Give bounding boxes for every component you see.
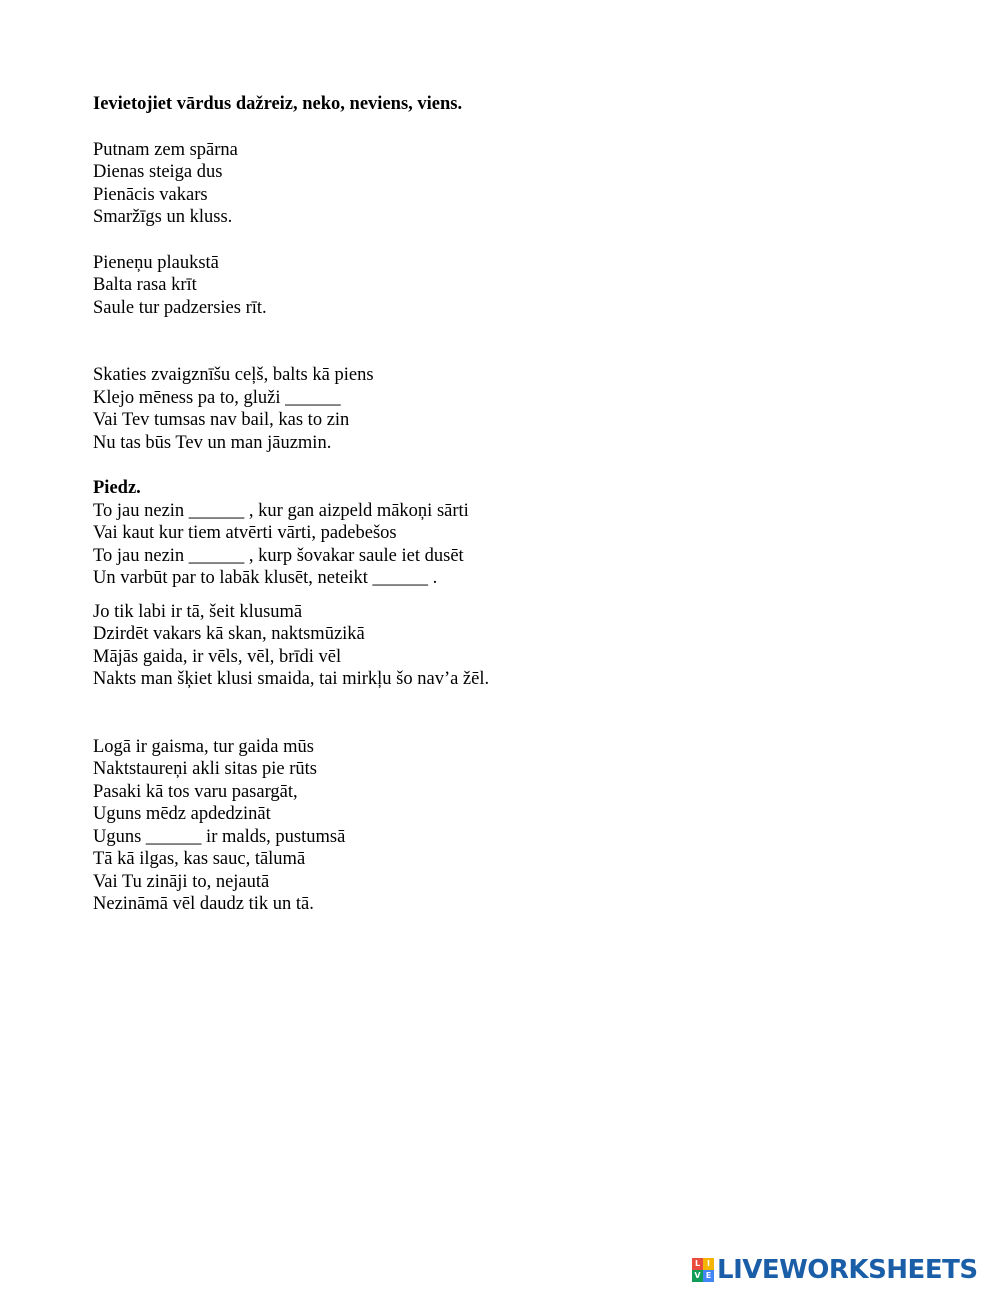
verse-line: Dienas steiga dus (93, 162, 223, 182)
logo-letter-l: L (692, 1258, 703, 1270)
verse-5 (93, 736, 923, 916)
verse-line: Vai Tev tumsas nav bail, kas to zin (93, 410, 350, 430)
verse-1 (93, 139, 923, 229)
logo-letter-v: V (692, 1270, 703, 1282)
verse-line: Putnam zem spārna (93, 139, 238, 160)
verse-line: Uguns mēdz apdedzināt (93, 804, 271, 824)
verse-line: Vai Tu zināji to, nejautā (93, 871, 270, 892)
chorus (93, 477, 923, 590)
chorus-line-with-blank[interactable]: Un varbūt par to labāk klusēt, neteikt ______ . (93, 568, 438, 588)
verse-line: Nu tas būs Tev un man jāuzmin. (93, 432, 332, 453)
verse-line: Tā kā ilgas, kas sauc, tālumā (93, 849, 306, 869)
liveworksheets-logo (692, 1255, 978, 1285)
verse-line: Balta rasa krīt (93, 275, 197, 295)
verse-line-with-blank[interactable]: Uguns ______ ir malds, pustumsā (93, 826, 346, 847)
verse-line: Dzirdēt vakars kā skan, naktsmūzikā (93, 624, 365, 644)
verse-line: Naktstaureņi akli sitas pie rūts (93, 759, 318, 779)
verse-line-with-blank[interactable]: Klejo mēness pa to, gluži ______ (93, 387, 341, 408)
verse-line: Pieneņu plaukstā (93, 252, 219, 273)
verse-line: Saule tur padzersies rīt. (93, 297, 267, 318)
chorus-label: Piedz. (93, 478, 141, 498)
chorus-line: Vai kaut kur tiem atvērti vārti, padebešos (93, 523, 397, 543)
liveworksheets-logo-icon (692, 1258, 714, 1282)
verse-line: Pienācis vakars (93, 184, 208, 205)
verse-line: Pasaki kā tos varu pasargāt, (93, 781, 298, 802)
verse-line: Jo tik labi ir tā, šeit klusumā (93, 601, 303, 622)
instruction: Ievietojiet vārdus dažreiz, neko, neviens, viens. (93, 94, 463, 114)
logo-letter-i: I (703, 1258, 714, 1270)
verse-line: Nakts man šķiet klusi smaida, tai mirkļu šo nav’a žēl. (93, 669, 490, 689)
verse-3 (93, 364, 923, 454)
logo-text: LIVEWORKSHEETS (717, 1255, 978, 1285)
worksheet-page (93, 93, 923, 916)
chorus-line-with-blank[interactable]: To jau nezin ______ , kurp šovakar saule iet dusēt (93, 545, 464, 566)
chorus-line-with-blank[interactable]: To jau nezin ______ , kur gan aizpeld mākoņi sārti (93, 500, 469, 521)
verse-line: Smaržīgs un kluss. (93, 207, 233, 227)
verse-line: Nezināmā vēl daudz tik un tā. (93, 894, 314, 914)
verse-2 (93, 252, 923, 320)
logo-letter-e: E (703, 1270, 714, 1282)
verse-line: Logā ir gaisma, tur gaida mūs (93, 736, 314, 757)
verse-4 (93, 601, 923, 691)
verse-line: Mājās gaida, ir vēls, vēl, brīdi vēl (93, 646, 342, 667)
verse-line: Skaties zvaigznīšu ceļš, balts kā piens (93, 365, 374, 385)
